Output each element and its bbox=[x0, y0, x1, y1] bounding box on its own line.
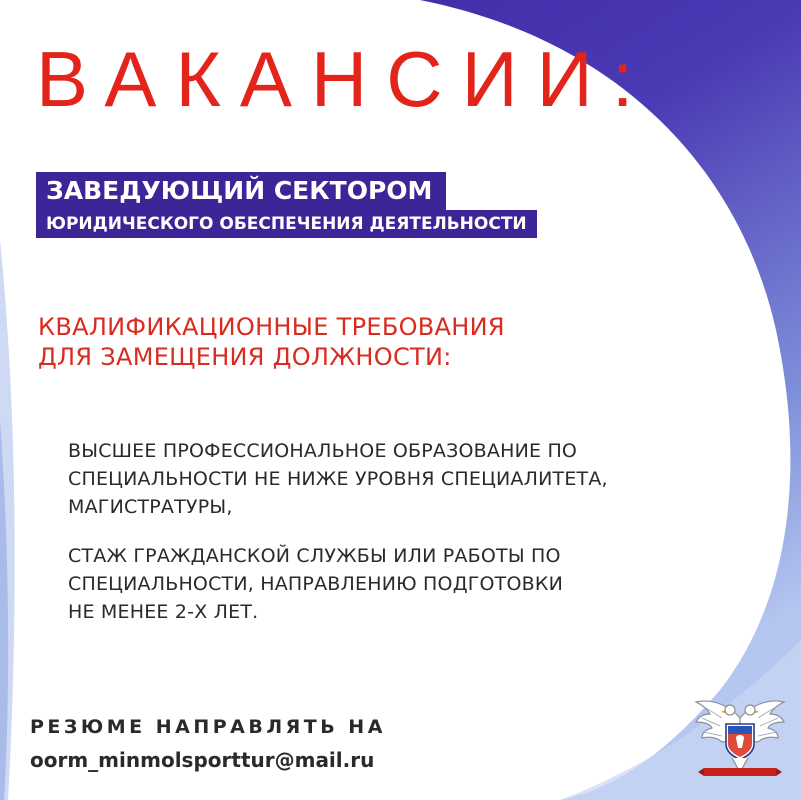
requirement-education bbox=[68, 437, 608, 521]
requirement-line: ВЫСШЕЕ ПРОФЕССИОНАЛЬНОЕ ОБРАЗОВАНИЕ ПО bbox=[68, 440, 578, 462]
requirement-line: МАГИСТРАТУРЫ, bbox=[68, 496, 233, 518]
double-headed-eagle-emblem-icon bbox=[692, 688, 788, 784]
requirement-line: СПЕЦИАЛЬНОСТИ, НАПРАВЛЕНИЮ ПОДГОТОВКИ bbox=[68, 573, 563, 595]
page-title: ВАКАНСИИ: bbox=[36, 35, 653, 123]
requirement-experience bbox=[68, 542, 563, 626]
resume-label: РЕЗЮМЕ НАПРАВЛЯТЬ НА bbox=[30, 716, 386, 738]
position-title-line-2: ЮРИДИЧЕСКОГО ОБЕСПЕЧЕНИЯ ДЕЯТЕЛЬНОСТИ bbox=[36, 210, 537, 238]
requirement-line: СТАЖ ГРАЖДАНСКОЙ СЛУЖБЫ ИЛИ РАБОТЫ ПО bbox=[68, 545, 561, 567]
requirements-heading-line-1: КВАЛИФИКАЦИОННЫЕ ТРЕБОВАНИЯ bbox=[38, 313, 505, 341]
requirement-line: НЕ МЕНЕЕ 2-Х ЛЕТ. bbox=[68, 601, 259, 623]
requirements-heading bbox=[38, 312, 505, 372]
requirement-line: СПЕЦИАЛЬНОСТИ НЕ НИЖЕ УРОВНЯ СПЕЦИАЛИТЕТА, bbox=[68, 468, 608, 490]
requirements-heading-line-2: ДЛЯ ЗАМЕЩЕНИЯ ДОЛЖНОСТИ: bbox=[38, 343, 452, 371]
position-title-line-1: ЗАВЕДУЮЩИЙ СЕКТОРОМ bbox=[36, 172, 446, 210]
contact-email-link[interactable]: oorm_minmolsporttur@mail.ru bbox=[30, 748, 375, 772]
